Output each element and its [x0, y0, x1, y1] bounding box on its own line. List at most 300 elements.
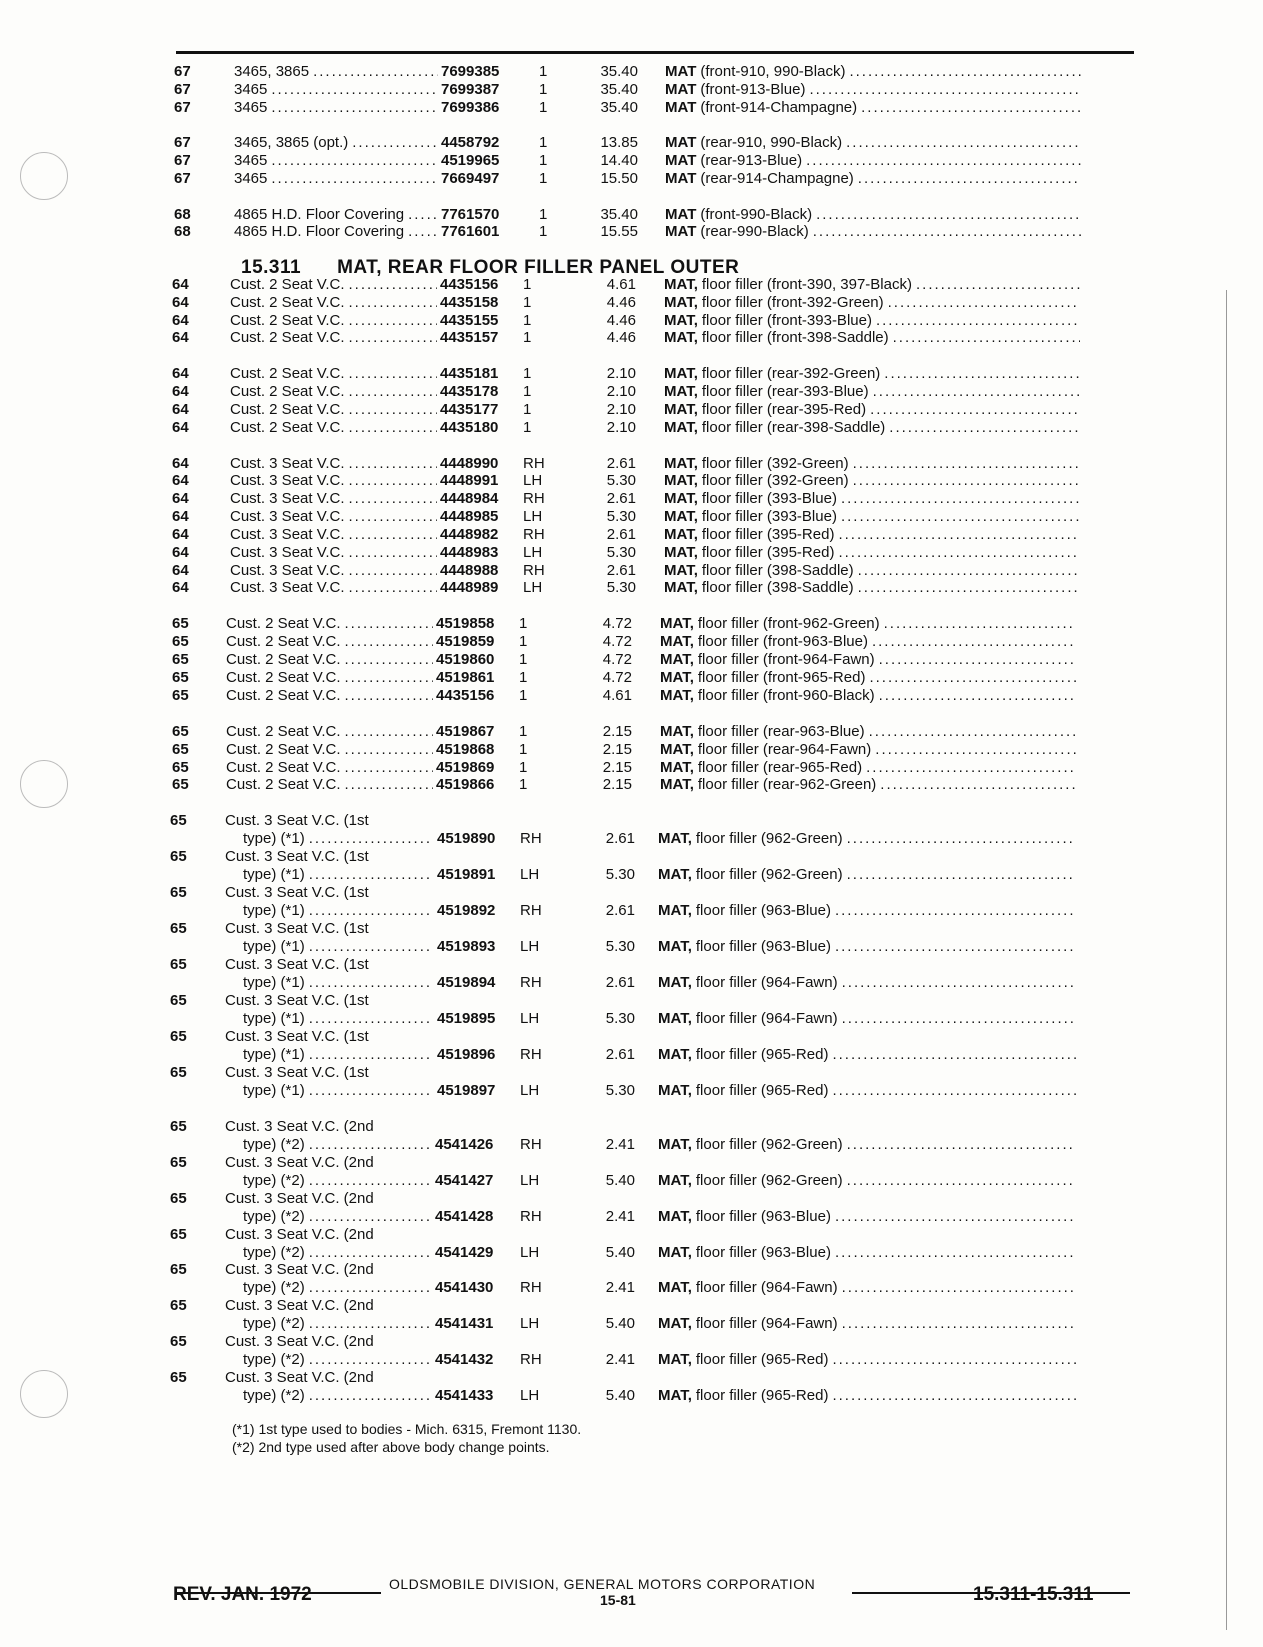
- description: [665, 151, 1081, 171]
- price: 4.72: [602, 651, 632, 668]
- application-text: 4865 H.D. Floor Covering: [234, 206, 405, 223]
- description-keyword: MAT,: [664, 365, 698, 382]
- description-keyword: MAT,: [658, 938, 692, 955]
- description-text: floor filler (393-Blue): [701, 508, 837, 525]
- application-line-2: [243, 1350, 433, 1370]
- description-text: (rear-910, 990-Black): [700, 134, 843, 151]
- parts-row: [0, 578, 1263, 598]
- application-type: type) (*2): [243, 1244, 305, 1261]
- description: [664, 382, 1080, 402]
- parts-row: [0, 848, 1263, 885]
- application: [230, 328, 437, 348]
- quantity: LH: [523, 544, 543, 561]
- application-type: type) (*2): [243, 1387, 305, 1404]
- parts-row: [0, 884, 1263, 921]
- parts-row: [0, 1369, 1263, 1406]
- parts-row: [0, 1261, 1263, 1298]
- section-range: 15.311-15.311: [973, 1584, 1094, 1605]
- footnote-1: (*1) 1st type used to bodies - Mich. 6315, Fremont 1130.: [232, 1421, 582, 1437]
- description: [658, 1081, 1076, 1101]
- parts-row: [0, 775, 1263, 795]
- parts-row: [0, 956, 1263, 993]
- quantity: 1: [523, 276, 532, 293]
- quantity: LH: [520, 1010, 540, 1027]
- part-number: 4541430: [435, 1279, 494, 1296]
- quantity: RH: [520, 830, 542, 847]
- part-number: 4435156: [436, 687, 495, 704]
- model-number: 64: [172, 365, 189, 382]
- application: [226, 722, 433, 742]
- part-number: 4435157: [440, 329, 499, 346]
- part-number: 4541426: [435, 1136, 494, 1153]
- model-number: 67: [174, 63, 191, 80]
- description-keyword: MAT,: [658, 1351, 692, 1368]
- model-number: 64: [172, 294, 189, 311]
- quantity: LH: [520, 1315, 540, 1332]
- application: [230, 275, 437, 295]
- part-number: 4541431: [435, 1315, 494, 1332]
- price: 15.50: [600, 170, 638, 187]
- part-number: 4435155: [440, 312, 499, 329]
- application: [234, 62, 438, 82]
- description-text: floor filler (398-Saddle): [701, 562, 854, 579]
- application-line-1: Cust. 3 Seat V.C. (1st: [225, 992, 369, 1009]
- application-text: Cust. 2 Seat V.C.: [226, 776, 341, 793]
- description-keyword: MAT,: [658, 1172, 692, 1189]
- description-text: floor filler (rear-393-Blue): [701, 383, 869, 400]
- application-line-1: Cust. 3 Seat V.C. (2nd: [225, 1297, 374, 1314]
- description: [665, 169, 1081, 189]
- part-number: 7699387: [441, 81, 500, 98]
- application: [230, 382, 437, 402]
- price: 35.40: [600, 206, 638, 223]
- description-text: floor filler (rear-398-Saddle): [701, 419, 886, 436]
- price: 5.40: [605, 1244, 635, 1261]
- part-number: 7761570: [441, 206, 500, 223]
- description: [658, 1009, 1076, 1029]
- application-line-2: [243, 1278, 433, 1298]
- quantity: 1: [519, 687, 528, 704]
- description-keyword: MAT,: [664, 329, 698, 346]
- model-number: 65: [172, 633, 189, 650]
- price: 4.61: [602, 687, 632, 704]
- quantity: 1: [539, 152, 548, 169]
- model-number: 65: [172, 687, 189, 704]
- description-keyword: MAT: [665, 99, 697, 116]
- application: [234, 98, 438, 118]
- price: 2.15: [602, 776, 632, 793]
- model-number: 67: [174, 152, 191, 169]
- model-number: 64: [172, 383, 189, 400]
- description-keyword: MAT: [665, 206, 697, 223]
- price: 35.40: [600, 99, 638, 116]
- parts-row: [0, 98, 1263, 118]
- section-title: MAT, REAR FLOOR FILLER PANEL OUTER: [337, 257, 740, 278]
- quantity: RH: [520, 974, 542, 991]
- parts-row: [0, 169, 1263, 189]
- description-keyword: MAT,: [658, 1387, 692, 1404]
- part-number: 4448984: [440, 490, 499, 507]
- application-text: Cust. 3 Seat V.C.: [230, 455, 345, 472]
- description-text: floor filler (392-Green): [701, 455, 849, 472]
- quantity: LH: [523, 579, 543, 596]
- description: [658, 1045, 1076, 1065]
- parts-row: [0, 614, 1263, 634]
- model-number: 64: [172, 472, 189, 489]
- price: 35.40: [600, 63, 638, 80]
- model-number: 64: [172, 526, 189, 543]
- model-number: 67: [174, 81, 191, 98]
- application-text: Cust. 2 Seat V.C.: [230, 329, 345, 346]
- application-text: Cust. 2 Seat V.C.: [226, 669, 341, 686]
- parts-row: [0, 525, 1263, 545]
- description-keyword: MAT,: [664, 544, 698, 561]
- description: [658, 1350, 1076, 1370]
- description: [658, 1314, 1076, 1334]
- application: [234, 80, 438, 100]
- description-keyword: MAT,: [660, 651, 694, 668]
- quantity: 1: [539, 206, 548, 223]
- description: [665, 133, 1081, 153]
- description-keyword: MAT,: [658, 902, 692, 919]
- application: [226, 775, 433, 795]
- price: 4.72: [602, 615, 632, 632]
- description-keyword: MAT: [665, 223, 697, 240]
- price: 2.41: [605, 1136, 635, 1153]
- parts-row: [0, 382, 1263, 402]
- description-text: floor filler (962-Green): [695, 830, 843, 847]
- punch-hole-bottom: [20, 1370, 68, 1418]
- description-text: floor filler (392-Green): [701, 472, 849, 489]
- price: 5.30: [606, 472, 636, 489]
- price: 2.15: [602, 741, 632, 758]
- description-keyword: MAT: [665, 134, 697, 151]
- application-line-1: Cust. 3 Seat V.C. (2nd: [225, 1118, 374, 1135]
- quantity: 1: [523, 312, 532, 329]
- parts-row: [0, 1333, 1263, 1370]
- application-line-2: [243, 901, 433, 921]
- price: 2.61: [606, 526, 636, 543]
- quantity: 1: [523, 383, 532, 400]
- price: 4.46: [606, 329, 636, 346]
- parts-row: [0, 364, 1263, 384]
- model-number: 64: [172, 579, 189, 596]
- parts-row: [0, 151, 1263, 171]
- price: 2.10: [606, 419, 636, 436]
- part-number: 4519859: [436, 633, 495, 650]
- part-number: 4435156: [440, 276, 499, 293]
- parts-row: [0, 920, 1263, 957]
- description: [660, 668, 1076, 688]
- description-text: floor filler (963-Blue): [695, 938, 831, 955]
- description: [658, 901, 1076, 921]
- model-number: 65: [172, 651, 189, 668]
- quantity: RH: [523, 562, 545, 579]
- application-text: Cust. 2 Seat V.C.: [230, 365, 345, 382]
- description-keyword: MAT,: [658, 1208, 692, 1225]
- application: [230, 471, 437, 491]
- part-number: 4519965: [441, 152, 500, 169]
- quantity: LH: [520, 1387, 540, 1404]
- description-text: floor filler (rear-392-Green): [701, 365, 881, 382]
- application: [230, 578, 437, 598]
- revision-date: REV. JAN. 1972: [173, 1584, 312, 1605]
- description-keyword: MAT: [665, 152, 697, 169]
- description: [660, 632, 1076, 652]
- description: [665, 80, 1081, 100]
- model-number: 65: [170, 1154, 187, 1171]
- model-number: 67: [174, 99, 191, 116]
- description-text: floor filler (964-Fawn): [695, 1010, 838, 1027]
- quantity: LH: [520, 1244, 540, 1261]
- description-keyword: MAT,: [664, 562, 698, 579]
- parts-row: [0, 632, 1263, 652]
- application-text: 3465: [234, 152, 268, 169]
- quantity: 1: [519, 759, 528, 776]
- description: [664, 543, 1080, 563]
- model-number: 65: [170, 956, 187, 973]
- model-number: 64: [172, 490, 189, 507]
- description: [660, 722, 1076, 742]
- quantity: 1: [519, 776, 528, 793]
- quantity: 1: [539, 134, 548, 151]
- quantity: 1: [519, 651, 528, 668]
- price: 35.40: [600, 81, 638, 98]
- part-number: 4435158: [440, 294, 499, 311]
- model-number: 65: [170, 1118, 187, 1135]
- description-keyword: MAT,: [660, 633, 694, 650]
- application: [226, 740, 433, 760]
- description: [660, 650, 1076, 670]
- part-number: 4519896: [437, 1046, 496, 1063]
- application: [226, 686, 433, 706]
- model-number: 64: [172, 508, 189, 525]
- application-text: Cust. 2 Seat V.C.: [226, 687, 341, 704]
- description: [664, 364, 1080, 384]
- model-number: 65: [170, 1297, 187, 1314]
- part-number: 4541428: [435, 1208, 494, 1225]
- model-number: 65: [170, 920, 187, 937]
- application-type: type) (*1): [243, 830, 305, 847]
- model-number: 64: [172, 401, 189, 418]
- part-number: 4448988: [440, 562, 499, 579]
- model-number: 64: [172, 455, 189, 472]
- description-keyword: MAT,: [664, 312, 698, 329]
- price: 2.61: [606, 455, 636, 472]
- application-text: 3465: [234, 99, 268, 116]
- application-type: type) (*1): [243, 1010, 305, 1027]
- price: 2.61: [605, 830, 635, 847]
- quantity: 1: [519, 615, 528, 632]
- application-line-1: Cust. 3 Seat V.C. (2nd: [225, 1154, 374, 1171]
- quantity: 1: [523, 401, 532, 418]
- application-type: type) (*2): [243, 1172, 305, 1189]
- application: [230, 364, 437, 384]
- application: [230, 418, 437, 438]
- model-number: 65: [170, 848, 187, 865]
- price: 5.30: [605, 866, 635, 883]
- description-text: floor filler (rear-962-Green): [697, 776, 877, 793]
- application-line-1: Cust. 3 Seat V.C. (1st: [225, 956, 369, 973]
- description-text: (rear-990-Black): [700, 223, 809, 240]
- application: [230, 525, 437, 545]
- description: [664, 293, 1080, 313]
- part-number: 4519894: [437, 974, 496, 991]
- part-number: 4519866: [436, 776, 495, 793]
- description: [664, 489, 1080, 509]
- quantity: RH: [520, 1208, 542, 1225]
- description-keyword: MAT,: [658, 1315, 692, 1332]
- model-number: 64: [172, 312, 189, 329]
- model-number: 65: [170, 1369, 187, 1386]
- description-text: floor filler (front-963-Blue): [697, 633, 868, 650]
- parts-row: [0, 489, 1263, 509]
- description: [660, 775, 1076, 795]
- quantity: LH: [520, 866, 540, 883]
- application: [226, 650, 433, 670]
- application-text: Cust. 2 Seat V.C.: [230, 419, 345, 436]
- description: [664, 578, 1080, 598]
- description: [658, 1171, 1076, 1191]
- application-line-1: Cust. 3 Seat V.C. (2nd: [225, 1226, 374, 1243]
- application-text: 3465: [234, 170, 268, 187]
- price: 5.30: [606, 544, 636, 561]
- description: [665, 62, 1081, 82]
- description: [664, 418, 1080, 438]
- description-keyword: MAT,: [658, 1244, 692, 1261]
- quantity: 1: [519, 669, 528, 686]
- part-number: 7761601: [441, 223, 500, 240]
- application: [226, 668, 433, 688]
- description: [658, 829, 1076, 849]
- application: [230, 293, 437, 313]
- parts-row: [0, 293, 1263, 313]
- model-number: 68: [174, 223, 191, 240]
- price: 5.40: [605, 1315, 635, 1332]
- description-text: (front-910, 990-Black): [700, 63, 846, 80]
- application-line-1: Cust. 3 Seat V.C. (2nd: [225, 1190, 374, 1207]
- part-number: 4519895: [437, 1010, 496, 1027]
- part-number: 4435178: [440, 383, 499, 400]
- parts-row: [0, 1064, 1263, 1101]
- application-line-2: [243, 1045, 433, 1065]
- application-line-2: [243, 937, 433, 957]
- model-number: 65: [170, 992, 187, 1009]
- parts-row: [0, 812, 1263, 849]
- part-number: 4435180: [440, 419, 499, 436]
- application-line-1: Cust. 3 Seat V.C. (2nd: [225, 1333, 374, 1350]
- page-edge-line: [1226, 290, 1227, 1630]
- description-keyword: MAT,: [658, 1279, 692, 1296]
- application-line-2: [243, 1171, 433, 1191]
- application: [234, 151, 438, 171]
- price: 5.30: [605, 1082, 635, 1099]
- application-text: Cust. 2 Seat V.C.: [226, 723, 341, 740]
- description-keyword: MAT: [665, 170, 697, 187]
- description-keyword: MAT,: [660, 741, 694, 758]
- price: 2.61: [605, 1046, 635, 1063]
- quantity: LH: [523, 472, 543, 489]
- price: 5.30: [605, 1010, 635, 1027]
- parts-row: [0, 1028, 1263, 1065]
- application-type: type) (*1): [243, 938, 305, 955]
- application-text: Cust. 3 Seat V.C.: [230, 490, 345, 507]
- description-text: floor filler (395-Red): [701, 526, 835, 543]
- description-text: floor filler (964-Fawn): [695, 1315, 838, 1332]
- application: [230, 543, 437, 563]
- application: [230, 489, 437, 509]
- description: [658, 1278, 1076, 1298]
- parts-row: [0, 992, 1263, 1029]
- part-number: 4448983: [440, 544, 499, 561]
- application-line-2: [243, 1135, 433, 1155]
- model-number: 64: [172, 562, 189, 579]
- parts-row: [0, 740, 1263, 760]
- application: [230, 400, 437, 420]
- description-keyword: MAT,: [660, 615, 694, 632]
- application-line-1: Cust. 3 Seat V.C. (2nd: [225, 1261, 374, 1278]
- model-number: 64: [172, 544, 189, 561]
- price: 2.41: [605, 1351, 635, 1368]
- quantity: RH: [520, 1279, 542, 1296]
- description-keyword: MAT,: [664, 401, 698, 418]
- part-number: 4435177: [440, 401, 499, 418]
- description-keyword: MAT,: [658, 866, 692, 883]
- price: 2.10: [606, 365, 636, 382]
- price: 4.72: [602, 669, 632, 686]
- application-text: Cust. 3 Seat V.C.: [230, 472, 345, 489]
- parts-row: [0, 133, 1263, 153]
- description: [665, 222, 1081, 242]
- price: 4.61: [606, 276, 636, 293]
- parts-row: [0, 400, 1263, 420]
- parts-row: [0, 80, 1263, 100]
- description-keyword: MAT,: [660, 669, 694, 686]
- parts-row: [0, 650, 1263, 670]
- application-text: Cust. 3 Seat V.C.: [230, 526, 345, 543]
- application-text: Cust. 2 Seat V.C.: [230, 383, 345, 400]
- model-number: 65: [170, 1333, 187, 1350]
- description-keyword: MAT,: [664, 472, 698, 489]
- quantity: 1: [519, 723, 528, 740]
- price: 2.61: [606, 490, 636, 507]
- model-number: 64: [172, 329, 189, 346]
- part-number: 7669497: [441, 170, 500, 187]
- description: [658, 1386, 1076, 1406]
- page-number: 15-81: [600, 1592, 636, 1608]
- description-text: floor filler (965-Red): [695, 1046, 829, 1063]
- description-text: floor filler (front-398-Saddle): [701, 329, 889, 346]
- application-type: type) (*1): [243, 866, 305, 883]
- parts-row: [0, 418, 1263, 438]
- description-text: (front-990-Black): [700, 206, 813, 223]
- application-line-2: [243, 1081, 433, 1101]
- description-text: floor filler (398-Saddle): [701, 579, 854, 596]
- punch-hole-middle: [20, 760, 68, 808]
- description: [658, 1243, 1076, 1263]
- description: [664, 328, 1080, 348]
- application-text: 4865 H.D. Floor Covering: [234, 223, 405, 240]
- application-line-2: [243, 973, 433, 993]
- quantity: LH: [523, 508, 543, 525]
- quantity: 1: [539, 99, 548, 116]
- quantity: 1: [519, 741, 528, 758]
- parts-row: [0, 507, 1263, 527]
- price: 5.40: [605, 1172, 635, 1189]
- quantity: RH: [520, 1046, 542, 1063]
- model-number: 65: [170, 1064, 187, 1081]
- price: 2.15: [602, 723, 632, 740]
